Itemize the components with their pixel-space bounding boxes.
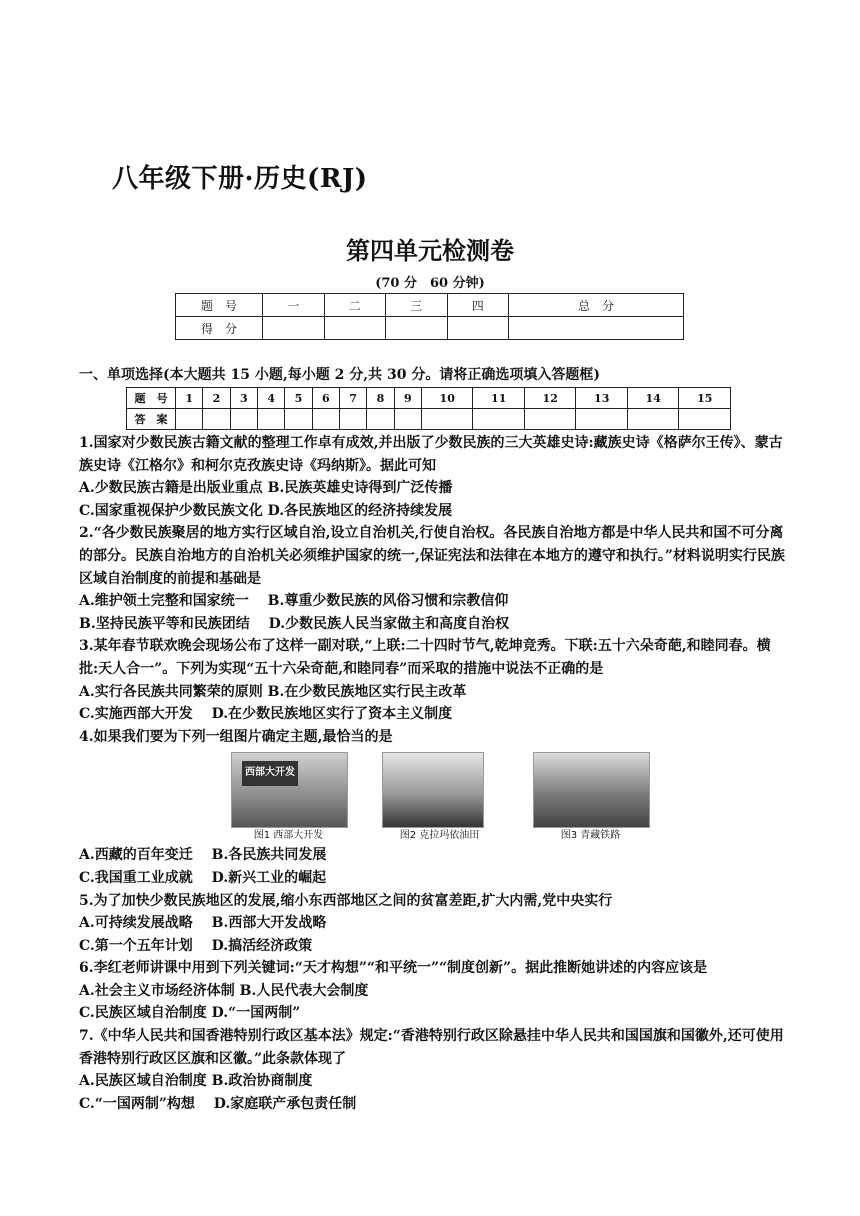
answer-cell[interactable]	[203, 409, 230, 430]
question-stem: 3.某年春节联欢晚会现场公布了这样一副对联,“上联:二十四时节气,乾坤竞秀。下联:五十六朵奇葩,和睦同春。横批:天人合一”。下列为实现“五十六朵奇葩,和睦同春”而采取的措施中说法不正确的是	[79, 638, 771, 677]
answer-cell[interactable]	[473, 409, 525, 430]
answer-number-cell: 8	[367, 388, 394, 409]
answer-cell[interactable]	[285, 409, 312, 430]
exam-meta: (70 分 60 分钟)	[375, 276, 485, 291]
figure-caption: 图2 克拉玛依油田	[399, 830, 480, 842]
question-block	[79, 726, 787, 890]
figure-row	[231, 752, 787, 842]
answer-number-cell: 9	[394, 388, 421, 409]
question-options: C.第一个五年计划 D.搞活经济政策	[79, 937, 313, 954]
question-options: A.实行各民族共同繁荣的原则 B.在少数民族地区实行民主改革	[79, 683, 467, 700]
answer-number-cell: 13	[576, 388, 628, 409]
score-cell[interactable]	[447, 317, 509, 340]
answer-cell[interactable]	[679, 409, 731, 430]
exam-title: 第四单元检测卷	[346, 236, 514, 265]
answer-number-cell: 12	[524, 388, 576, 409]
answer-number-cell: 10	[421, 388, 473, 409]
question-options: A.维护领土完整和国家统一 B.尊重少数民族的风俗习惯和宗教信仰	[79, 593, 509, 610]
score-cell[interactable]	[263, 317, 325, 340]
figure-caption: 图1 西部大开发	[253, 830, 324, 842]
figure	[382, 752, 497, 842]
figure-photo	[533, 752, 650, 828]
question-block	[79, 522, 787, 635]
question-options: A.西藏的百年变迁 B.各民族共同发展	[79, 847, 327, 864]
answer-cell[interactable]	[576, 409, 628, 430]
score-value-row	[176, 317, 684, 340]
figure-overlay-text: 西部大开发	[242, 761, 298, 786]
score-header-cell: 总 分	[509, 294, 684, 317]
figure	[231, 752, 346, 842]
score-header-cell: 四	[447, 294, 509, 317]
answer-cell[interactable]	[524, 409, 576, 430]
score-cell[interactable]	[386, 317, 448, 340]
question-options: A.民族区域自治制度 B.政治协商制度	[79, 1073, 313, 1090]
question-options: C.民族区域自治制度 D.“一国两制”	[79, 1005, 301, 1022]
answer-number-cell: 3	[230, 388, 257, 409]
answer-table	[126, 387, 731, 430]
answer-number-cell: 5	[285, 388, 312, 409]
answer-number-cell: 15	[679, 388, 731, 409]
answer-number-row	[127, 388, 731, 409]
score-table	[175, 293, 684, 340]
score-row-label: 得 分	[176, 317, 263, 340]
question-options: C.我国重工业成就 D.新兴工业的崛起	[79, 869, 327, 886]
answer-cell[interactable]	[421, 409, 473, 430]
score-header-row	[176, 294, 684, 317]
question-stem: 1.国家对少数民族古籍文献的整理工作卓有成效,并出版了少数民族的三大英雄史诗:藏族史诗《格萨尔王传》、蒙古族史诗《江格尔》和柯尔克孜族史诗《玛纳斯》。据此可知	[79, 435, 783, 474]
answer-cell[interactable]	[627, 409, 679, 430]
figure-photo	[231, 752, 348, 828]
question-stem: 5.为了加快少数民族地区的发展,缩小东西部地区之间的贫富差距,扩大内需,党中央实行	[79, 892, 613, 909]
answer-cell[interactable]	[339, 409, 366, 430]
score-header-cell: 三	[386, 294, 448, 317]
score-header-cell: 二	[324, 294, 386, 317]
answer-row-label: 题 号	[127, 388, 176, 409]
answer-number-cell: 4	[257, 388, 284, 409]
question-block	[79, 432, 787, 522]
question-stem: 6.李红老师讲课中用到下列关键词:“天才构想”“和平统一”“制度创新”。据此推断她讲述的内容应该是	[79, 960, 708, 977]
question-options: C.“一国两制”构想 D.家庭联产承包责任制	[79, 1095, 357, 1112]
question-block	[79, 890, 787, 958]
answer-number-cell: 1	[176, 388, 203, 409]
book-title: 八年级下册·历史(RJ)	[112, 164, 368, 194]
question-options: B.坚持民族平等和民族团结 D.少数民族人民当家做主和高度自治权	[79, 615, 510, 632]
question-block	[79, 1025, 787, 1115]
answer-cell[interactable]	[312, 409, 339, 430]
figure-caption: 图3 青藏铁路	[560, 830, 621, 842]
answer-label: 答 案	[127, 409, 176, 430]
question-block	[79, 635, 787, 725]
score-cell[interactable]	[509, 317, 684, 340]
answer-number-cell: 2	[203, 388, 230, 409]
question-stem: 7.《中华人民共和国香港特别行政区基本法》规定:“香港特别行政区除悬挂中华人民共和国国旗和国徽外,还可使用香港特别行政区区旗和区徽。”此条款体现了	[79, 1028, 784, 1067]
question-list	[79, 432, 787, 1115]
score-header-cell: 题 号	[176, 294, 263, 317]
question-options: C.国家重视保护少数民族文化 D.各民族地区的经济持续发展	[79, 502, 453, 519]
question-options: C.实施西部大开发 D.在少数民族地区实行了资本主义制度	[79, 706, 453, 723]
question-options: A.可持续发展战略 B.西部大开发战略	[79, 915, 327, 932]
section-heading: 一、单项选择(本大题共 15 小题,每小题 2 分,共 30 分。请将正确选项填入答题框)	[79, 367, 600, 383]
score-header-cell: 一	[263, 294, 325, 317]
figure	[533, 752, 648, 842]
answer-number-cell: 11	[473, 388, 525, 409]
figure-photo	[382, 752, 484, 828]
question-stem: 4.如果我们要为下列一组图片确定主题,最恰当的是	[79, 728, 393, 745]
answer-number-cell: 14	[627, 388, 679, 409]
answer-number-cell: 7	[339, 388, 366, 409]
question-block	[79, 957, 787, 1025]
answer-cell[interactable]	[394, 409, 421, 430]
answer-cell[interactable]	[367, 409, 394, 430]
score-cell[interactable]	[324, 317, 386, 340]
answer-cell[interactable]	[176, 409, 203, 430]
answer-value-row	[127, 409, 731, 430]
answer-cell[interactable]	[257, 409, 284, 430]
question-options: A.社会主义市场经济体制 B.人民代表大会制度	[79, 982, 369, 999]
answer-number-cell: 6	[312, 388, 339, 409]
answer-cell[interactable]	[230, 409, 257, 430]
question-stem: 2.“各少数民族聚居的地方实行区域自治,设立自治机关,行使自治权。各民族自治地方都是中华人民共和国不可分离的部分。民族自治地方的自治机关必须维护国家的统一,保证宪法和法律在本地方的遵守和执行。”材料说明实行民族区域自治制度的前提和基础是	[79, 525, 785, 587]
question-options: A.少数民族古籍是出版业重点 B.民族英雄史诗得到广泛传播	[79, 480, 453, 497]
